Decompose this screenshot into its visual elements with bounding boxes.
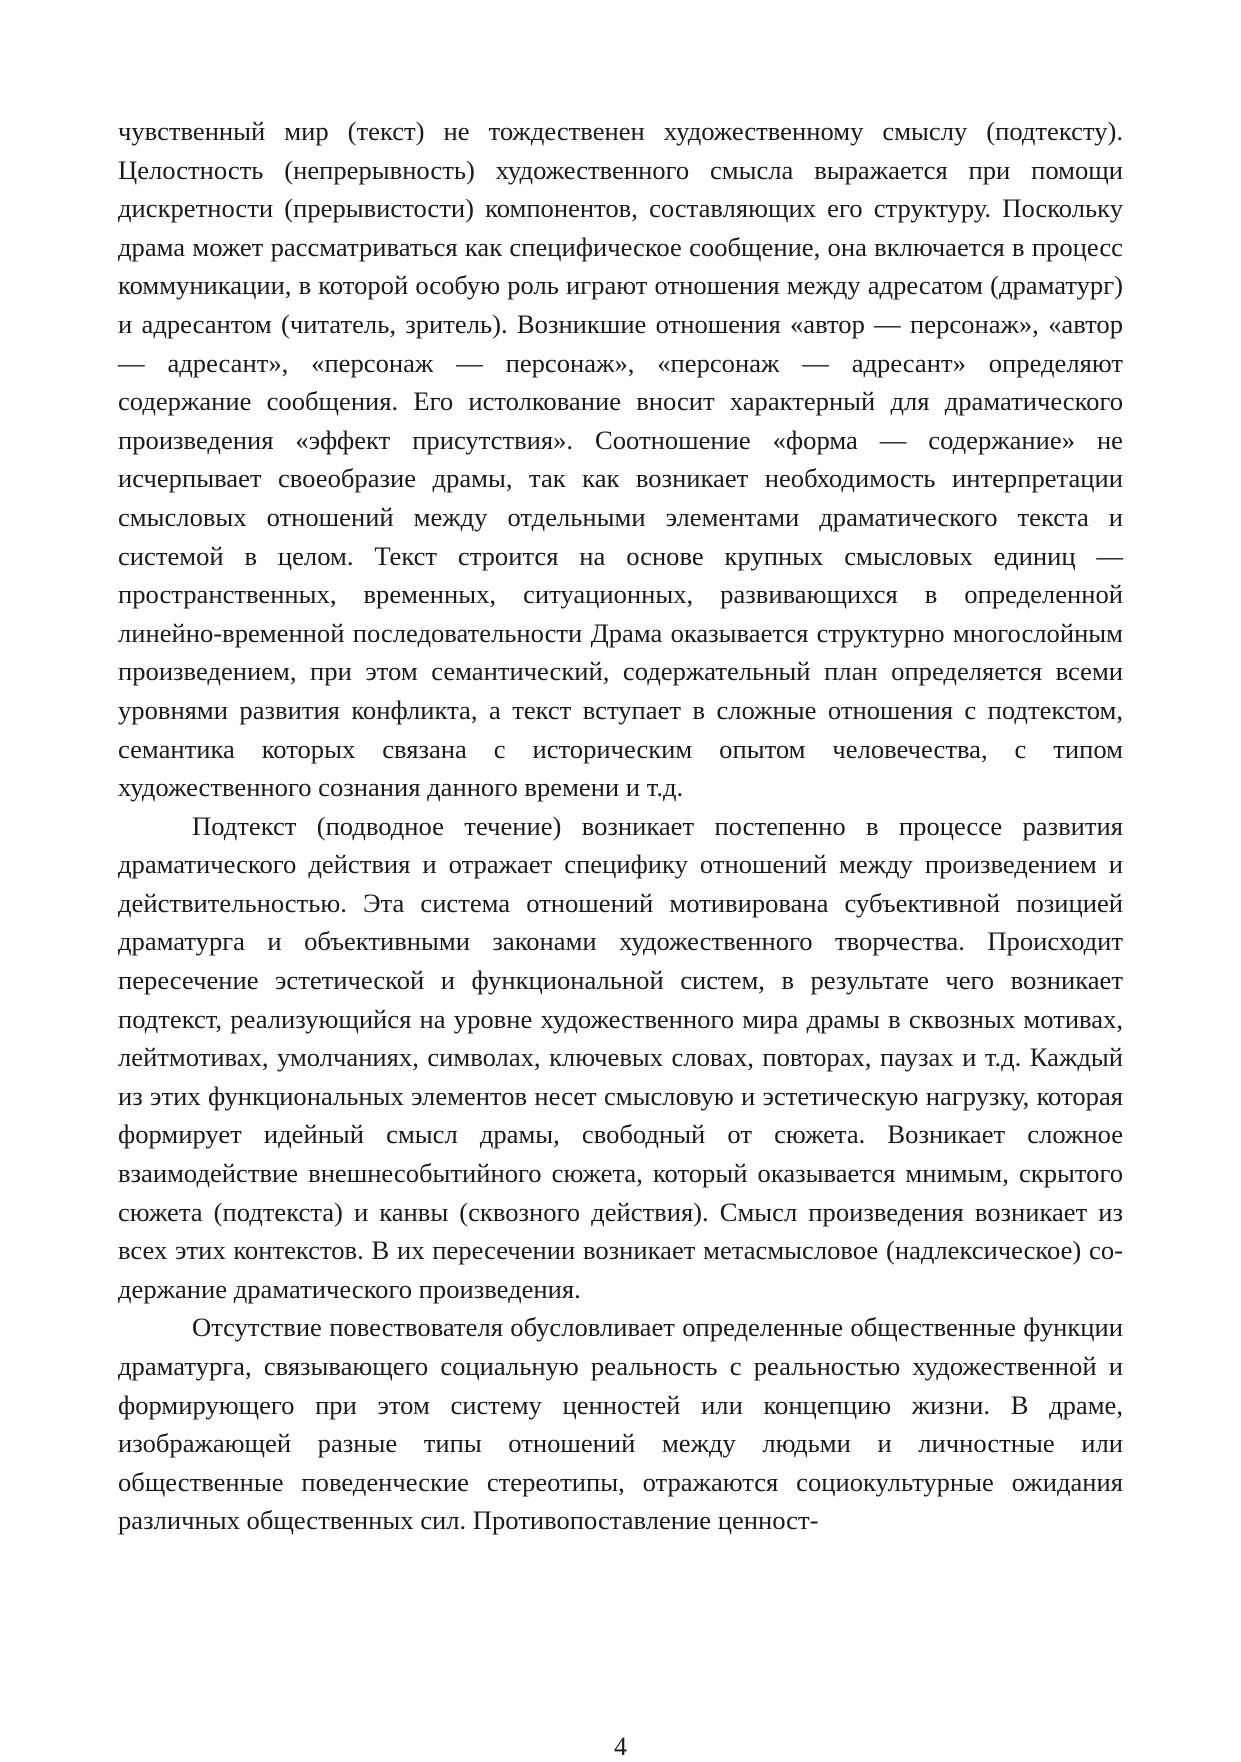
document-page xyxy=(118,112,1123,1761)
paragraph-1: чувственный мир (текст) не тождественен художественному смыслу (подтексту). Целостность (непрерывность) художественного смысла выражается при помощи дискретности (прерывистости) компонентов, составляющих его структуру. Поскольку драма может рассматриваться как специфическое сообщение, она включается в процесс коммуникации, в которой особую роль играют отношения между адресатом (драматург) и адресантом (читатель, зритель). Возникшие отношения «автор — персонаж», «автор — адресант», «персонаж — персонаж», «персонаж — адресант» определяют содержание сообщения. Его истолкование вносит характерный для драматического произведения «эффект присутствия». Соотношение «форма — содержание» не исчерпывает своеобразие драмы, так как возникает необходимость интерпретации смысловых отношений между отдельными элементами драматического текста и системой в целом. Текст строится на основе крупных смысловых единиц — пространственных, временных, ситуационных, развивающихся в определенной линейно-временной последовательности Драма оказывается структурно многослойным произведением, при этом семантический, содержательный план определяется всеми уровнями развития конфликта, а текст вступает в сложные отношения с подтекстом, семантика которых связана с историческим опытом человечества, с типом художественного сознания данного времени и т.д. xyxy=(118,116,1123,803)
body-text xyxy=(118,112,1123,1540)
paragraph-2: Подтекст (подводное течение) возникает постепенно в процессе развития драматического действия и отражает специфику отношений между произведением и действительностью. Эта система отношений мотивирована субъективной позицией драматурга и объективными законами художественного творчества. Происходит пересечение эстетической и функциональной систем, в результате чего возникает подтекст, реализующийся на уровне художественного мира драмы в сквозных мотивах, лейтмотивах, умолчаниях, символах, ключевых словах, повторах, паузах и т.д. Каждый из этих функциональных элементов несет смысловую и эстетическую нагрузку, которая формирует идейный смысл драмы, свободный от сюжета. Возникает сложное взаимодействие внешнесобытийного сюжета, который оказывается мнимым, скрытого сюжета (подтекста) и канвы (сквозного действия). Смысл произведения возникает из всех этих контекстов. В их пересечении возникает метасмысловое (надлексическое) содержание драматического произведения. xyxy=(118,810,1123,1304)
page-number: 4 xyxy=(614,1732,627,1761)
paragraph-3: Отсутствие повествователя обусловливает определенные общественные функции драматурга, связывающего социальную реальность с реальностью художественной и формирующего при этом систему ценностей или концепцию жизни. В драме, изображающей разные типы отношений между людьми и личностные или общественные поведенческие стереотипы, отражаются социокультурные ожидания различных общественных сил. Противопоставление ценност- xyxy=(118,1312,1123,1536)
